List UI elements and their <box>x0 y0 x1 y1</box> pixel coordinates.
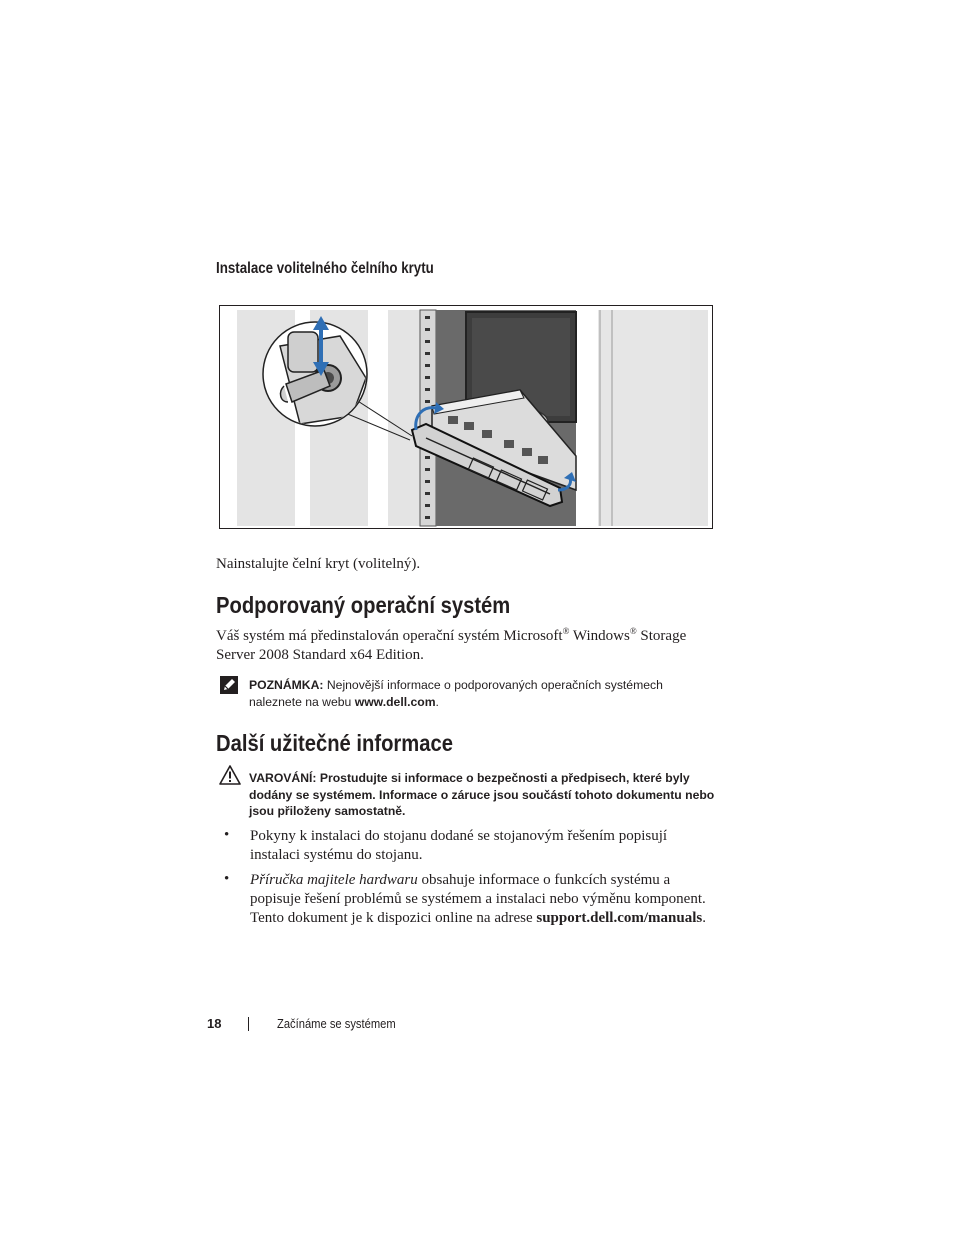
bullet-rack-instructions: Pokyny k instalaci do stojanu dodané se stojanovým řešením popisují instalaci systému do stojanu. <box>250 828 668 863</box>
heading-more-info: Další užitečné informace <box>216 730 453 756</box>
heading-supported-os: Podporovaný operační systém <box>216 592 511 618</box>
bezel-illustration <box>220 306 713 529</box>
bezel-installation-figure <box>219 305 713 529</box>
footer-title: Začínáme se systémem <box>277 1016 396 1031</box>
footer-separator <box>248 1017 249 1031</box>
manual-title: Příručka majitele hardwaru <box>250 872 418 888</box>
os-paragraph: Váš systém má předinstalován operační systém Microsoft® Windows® Storage Server 2008 Standard x64 Edition. <box>216 626 687 663</box>
note-link[interactable]: www.dell.com <box>354 694 436 709</box>
registered-mark: ® <box>629 626 637 636</box>
bullet-marker: • <box>224 827 230 843</box>
warning-triangle-icon <box>219 765 241 785</box>
warning-block: VAROVÁNÍ: Prostudujte si informace o bezpečnosti a předpisech, které byly dodány se systémem. Informace o záruce jsou součástí tohoto dokumentu nebo jsou přiloženy samostatně. <box>249 771 715 818</box>
bullet-owners-manual: Příručka majitele hardwaru obsahuje informace o funkcích systému a popisuje řešení problémů se systémem a instalaci nebo výměnu komponent. Tento dokument je k dispozici online na adrese support.dell.com/manuals. <box>250 872 706 926</box>
warning-label: VAROVÁNÍ: <box>249 771 317 785</box>
figure-caption: Nainstalujte čelní kryt (volitelný). <box>216 556 421 572</box>
page-number: 18 <box>207 1016 222 1031</box>
bullet-marker: • <box>224 871 230 887</box>
registered-mark: ® <box>562 626 570 636</box>
section-subheading: Instalace volitelného čelního krytu <box>216 260 434 277</box>
note-label: POZNÁMKA: <box>249 678 324 692</box>
manuals-link[interactable]: support.dell.com/manuals <box>536 910 703 926</box>
note-block: POZNÁMKA: Nejnovější informace o podporovaných operačních systémech naleznete na webu www.dell.com. <box>249 678 663 709</box>
note-pencil-icon <box>219 675 239 695</box>
